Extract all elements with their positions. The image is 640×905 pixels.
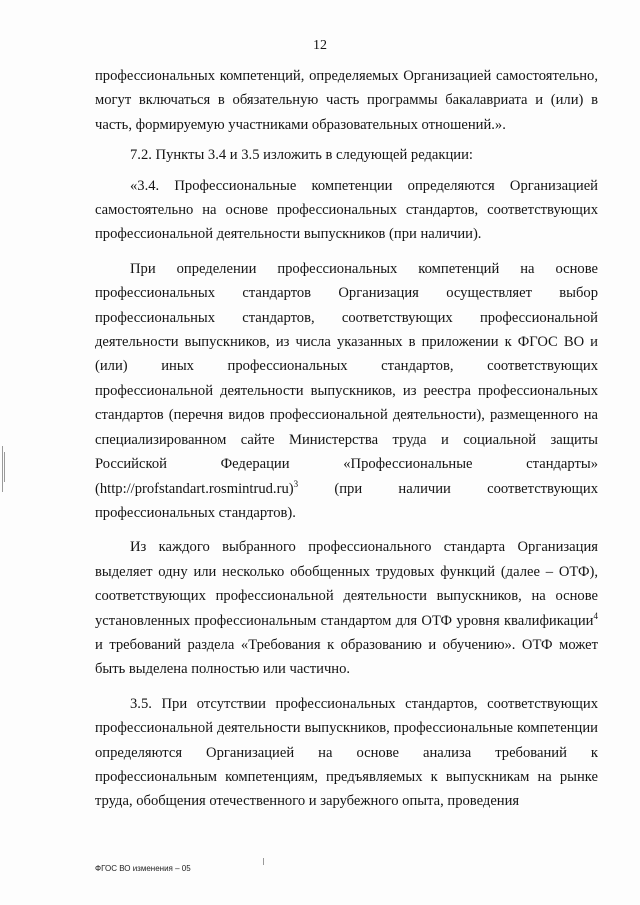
paragraph-otf-text: Из каждого выбранного профессионального стандарта Организация выделяет одну или несколько обобщенных трудовых функций (далее – ОТФ), соответствующих профессиональной деятельности выпускников, на основе установленных профессиональным стандартом для ОТФ уровня квалификации [95, 539, 598, 629]
paragraph-standards-selection-tail: (при наличии соответствующих профессиональных стандартов). [95, 480, 598, 521]
paragraph-amendment-heading: 7.2. Пункты 3.4 и 3.5 изложить в следующей редакции: [130, 147, 473, 164]
footnote-ref-4[interactable]: 4 [593, 610, 598, 621]
footnote-ref-3[interactable]: 3 [293, 478, 299, 489]
paragraph-otf [95, 535, 598, 681]
paragraph-standards-selection-text: При определении профессиональных компетенций на основе профессиональных стандартов Организация осуществляет выбор профессиональных стандартов, соответствующих профессиональной деятельности выпускников, из числа указанных в приложении к ФГОС ВО и (или) иных профессиональных стандартов, соответствующих профессиональной деятельности выпускников, из реестра профессиональных стандартов (перечня видов профессиональной деятельности), размещенного на специализированном сайте Министерства труда и социальной защиты Российской Федерации «Профессиональные стандарты» (http://profstandart.rosmintrud.ru) [95, 260, 598, 497]
document-body [95, 64, 598, 814]
scan-mark [4, 452, 5, 482]
paragraph-clause-3-5: 3.5. При отсутствии профессиональных стандартов, соответствующих профессиональной деятельности выпускников, профессиональные компетенции определяются Организацией на основе анализа требований к профессиональным компетенциям, предъявляемых к выпускникам на рынке труда, обобщения отечественного и зарубежного опыта, проведения [95, 695, 598, 810]
paragraph-clause-3-4: «3.4. Профессиональные компетенции определяются Организацией самостоятельно на основе профессиональных стандартов, соответствующих профессиональной деятельности выпускников (при наличии). [95, 177, 598, 243]
paragraph-standards-selection [95, 257, 598, 525]
scan-mark [263, 858, 264, 865]
paragraph-continuation: профессиональных компетенций, определяемых Организацией самостоятельно, могут включаться в обязательную часть программы бакалавриата и (или) в часть, формируемую участниками образовательных отношений.». [95, 68, 598, 133]
page-number: 12 [313, 38, 327, 53]
paragraph-otf-tail: и требований раздела «Требования к образованию и обучению». ОТФ может быть выделена полностью или частично. [95, 636, 598, 678]
page-footer: ФГОС ВО изменения – 05 [95, 864, 191, 873]
scan-mark [2, 446, 3, 492]
